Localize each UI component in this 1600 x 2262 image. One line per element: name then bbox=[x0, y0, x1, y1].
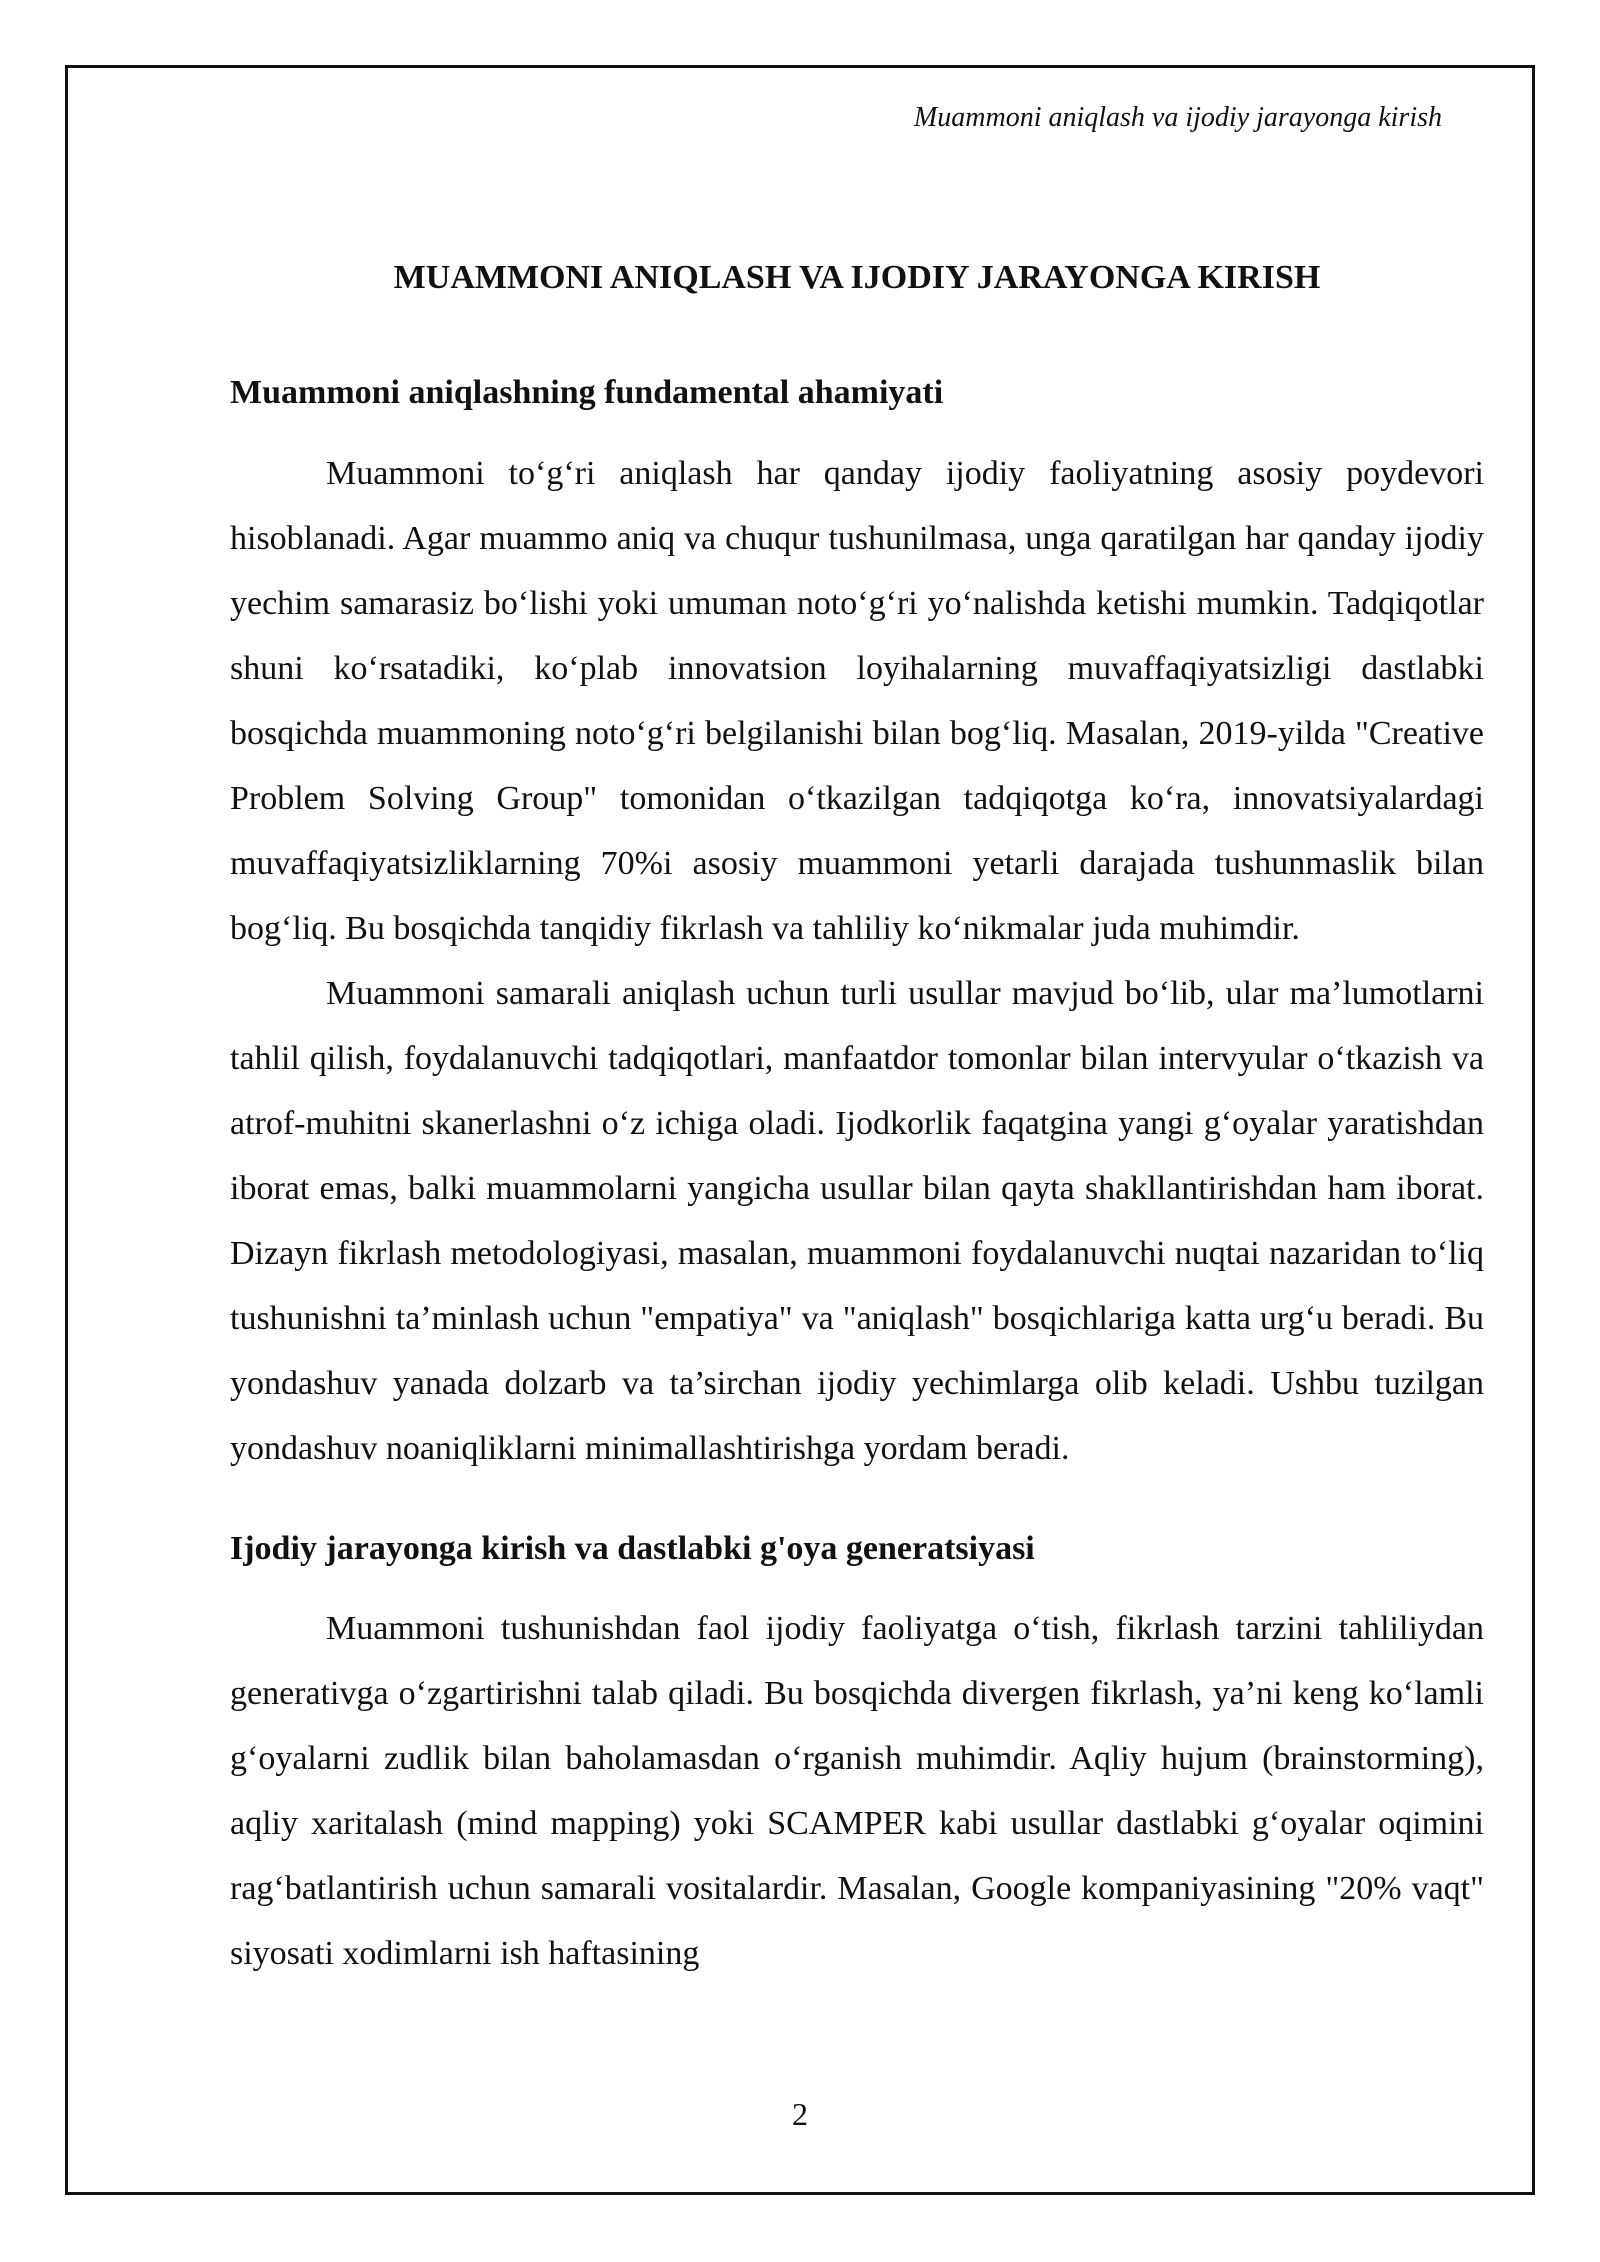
page-number: 2 bbox=[792, 2096, 808, 2132]
page-frame bbox=[65, 65, 1535, 2195]
section-1-paragraph-1: Muammoni to‘g‘ri aniqlash har qanday ijodiy faoliyatning asosiy poydevori hisoblanadi. Agar muammo aniq va chuqur tushunilmasa, unga qaratilgan har qanday ijodiy yechim samarasiz bo‘lishi yoki umuman noto‘g‘ri yo‘nalishda ketishi mumkin. Tadqiqotlar shuni ko‘rsatadiki, ko‘plab innovatsion loyihalarning muvaffaqiyatsizligi dastlabki bosqichda muammoning noto‘g‘ri belgilanishi bilan bog‘liq. Masalan, 2019-yilda "Creative Problem Solving Group" tomonidan o‘tkazilgan tadqiqotga ko‘ra, innovatsiyalardagi muvaffaqiyatsizliklarning 70%i asosiy muammoni yetarli darajada tushunmaslik bilan bog‘liq. Bu bosqichda tanqidiy fikrlash va tahliliy ko‘nikmalar juda muhimdir. bbox=[230, 454, 1484, 947]
page-content bbox=[230, 178, 1484, 1986]
running-header: Muammoni aniqlash va ijodiy jarayonga kirish bbox=[913, 102, 1442, 133]
section-2-paragraph-1: Muammoni tushunishdan faol ijodiy faoliyatga o‘tish, fikrlash tarzini tahliliydan generativga o‘zgartirishni talab qiladi. Bu bosqichda divergen fikrlash, ya’ni keng ko‘lamli g‘oyalarni zudlik bilan baholamasdan o‘rganish muhimdir. Aqliy hujum (brainstorming), aqliy xaritalash (mind mapping) yoki SCAMPER kabi usullar dastlabki g‘oyalar oqimini rag‘batlantirish uchun samarali vositalardir. Masalan, Google kompaniyasining "20% vaqt" siyosati xodimlarni ish haftasining bbox=[230, 1610, 1484, 1973]
section-heading-2: Ijodiy jarayonga kirish va dastlabki g'oya generatsiyasi bbox=[230, 1529, 1035, 1567]
section-heading-1: Muammoni aniqlashning fundamental ahamiyati bbox=[230, 373, 944, 411]
document-title: MUAMMONI ANIQLASH VA IJODIY JARAYONGA KIRISH bbox=[393, 259, 1321, 296]
section-1-paragraph-2: Muammoni samarali aniqlash uchun turli usullar mavjud bo‘lib, ular ma’lumotlarni tahlil qilish, foydalanuvchi tadqiqotlari, manfaatdor tomonlar bilan intervyular o‘tkazish va atrof-muhitni skanerlashni o‘z ichiga oladi. Ijodkorlik faqatgina yangi g‘oyalar yaratishdan iborat emas, balki muammolarni yangicha usullar bilan qayta shakllantirishdan ham iborat. Dizayn fikrlash metodologiyasi, masalan, muammoni foydalanuvchi nuqtai nazaridan to‘liq tushunishni ta’minlash uchun "empatiya" va "aniqlash" bosqichlariga katta urg‘u beradi. Bu yondashuv yanada dolzarb va ta’sirchan ijodiy yechimlarga olib keladi. Ushbu tuzilgan yondashuv noaniqliklarni minimallashtirishga yordam beradi. bbox=[230, 974, 1484, 1467]
